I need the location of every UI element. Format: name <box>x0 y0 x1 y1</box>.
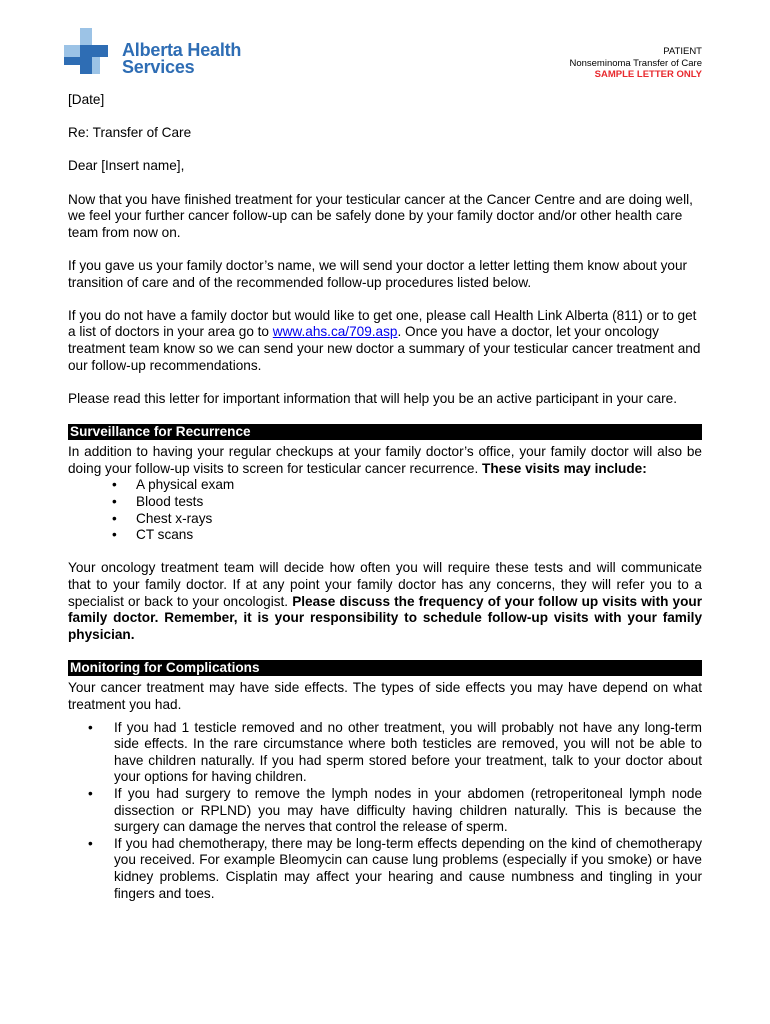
list-item-text: Blood tests <box>136 494 204 510</box>
header-info <box>569 46 702 81</box>
ahs-logo <box>62 28 252 84</box>
p3-text-after: . Once you have a doctor, let your oncology treatment team know so we can send your new doctor a summary of your testicular cancer treatment and our follow-up recommendations. <box>68 324 701 373</box>
logo-line-2: Services <box>122 57 195 77</box>
list-item <box>68 836 702 902</box>
bullet-icon: • <box>88 835 93 851</box>
letter-re: Re: Transfer of Care <box>68 125 192 141</box>
oncology-team-text: Your oncology treatment team will decide how often you will require these tests and will communicate that to your family doctor. If at any point your family doctor has any concerns, they will refer you to a specialist or back to your oncologist. <box>68 560 702 609</box>
section-heading-complications: Monitoring for Complications <box>68 660 702 676</box>
paragraph-oncology-team <box>68 560 702 643</box>
bullet-icon: • <box>112 477 117 493</box>
list-item-text: If you had chemotherapy, there may be long-term effects depending on the kind of chemotherapy you received. For example Bleomycin can cause lung problems (especially if you smoke) or have kidney problems. Cisplatin may affect your hearing and cause numbness and tingling in your fingers and toes. <box>114 835 702 901</box>
complications-list <box>68 720 702 903</box>
list-item <box>68 511 702 528</box>
list-item-text: If you had surgery to remove the lymph nodes in your abdomen (retroperitoneal lymph node dissection or RPLND) you may have difficulty having children naturally. This is because the surgery can damage the nerves that control the release of sperm. <box>114 785 702 835</box>
list-item <box>68 527 702 544</box>
header-patient: PATIENT <box>663 46 702 57</box>
paragraph-read-letter: Please read this letter for important information that will help you be an active participant in your care. <box>68 390 678 406</box>
header-doc-type: Nonseminoma Transfer of Care <box>569 57 702 69</box>
paragraph-no-family-doctor <box>68 308 702 374</box>
ahs-link[interactable]: www.ahs.ca/709.asp <box>272 324 398 340</box>
paragraph-finished-treatment: Now that you have finished treatment for your testicular cancer at the Cancer Centre and are doing well, we feel your further cancer follow-up can be safely done by your family doctor and/or other health care team from now on. <box>68 191 693 240</box>
bullet-icon: • <box>112 494 117 510</box>
paragraph-family-doctor-name: If you gave us your family doctor’s name, we will send your doctor a letter letting them know about your transition of care and of the recommended follow-up procedures listed below. <box>68 257 688 290</box>
visit-list <box>68 477 702 543</box>
letter-date: [Date] <box>68 92 105 107</box>
list-item-text: Chest x-rays <box>136 510 213 526</box>
list-item-text: If you had 1 testicle removed and no other treatment, you will probably not have any long-term side effects. In the rare circumstance where both testicles are removed, you will not be able to have children naturally. If you had sperm stored before your treatment, talk to your doctor about your options for having children. <box>114 719 702 785</box>
p3-text-before: If you do not have a family doctor but would like to get one, please call Health Link Alberta (811) or to get a list of doctors in your area go to <box>68 307 697 340</box>
list-item <box>68 494 702 511</box>
bullet-icon: • <box>88 719 93 735</box>
logo-wordmark <box>122 42 241 76</box>
surveillance-intro-bold: These visits may include: <box>482 460 647 476</box>
list-item <box>68 786 702 836</box>
letter-body <box>68 92 702 902</box>
letter-salutation: Dear [Insert name], <box>68 158 185 174</box>
surveillance-intro <box>68 444 702 477</box>
bullet-icon: • <box>88 785 93 801</box>
oncology-team-bold: Please discuss the frequency of your follow up visits with your family doctor. Remember, it is your responsibility to schedule follow-up visits with your family physician. <box>68 593 702 642</box>
list-item <box>68 720 702 786</box>
section-heading-surveillance: Surveillance for Recurrence <box>68 424 702 440</box>
bullet-icon: • <box>112 510 117 526</box>
list-item <box>68 477 702 494</box>
logo-line-1: Alberta Health <box>122 40 242 60</box>
ahs-cross-icon <box>62 28 118 82</box>
surveillance-intro-text: In addition to having your regular checkups at your family doctor’s office, your family doctor will also be doing your follow-up visits to screen for testicular cancer recurrence. <box>68 444 702 476</box>
bullet-icon: • <box>112 527 117 543</box>
complications-intro: Your cancer treatment may have side effects. The types of side effects you may have depend on what treatment you had. <box>68 680 702 712</box>
list-item-text: A physical exam <box>136 477 235 493</box>
list-item-text: CT scans <box>136 527 194 543</box>
header-sample-label: SAMPLE LETTER ONLY <box>594 69 702 80</box>
